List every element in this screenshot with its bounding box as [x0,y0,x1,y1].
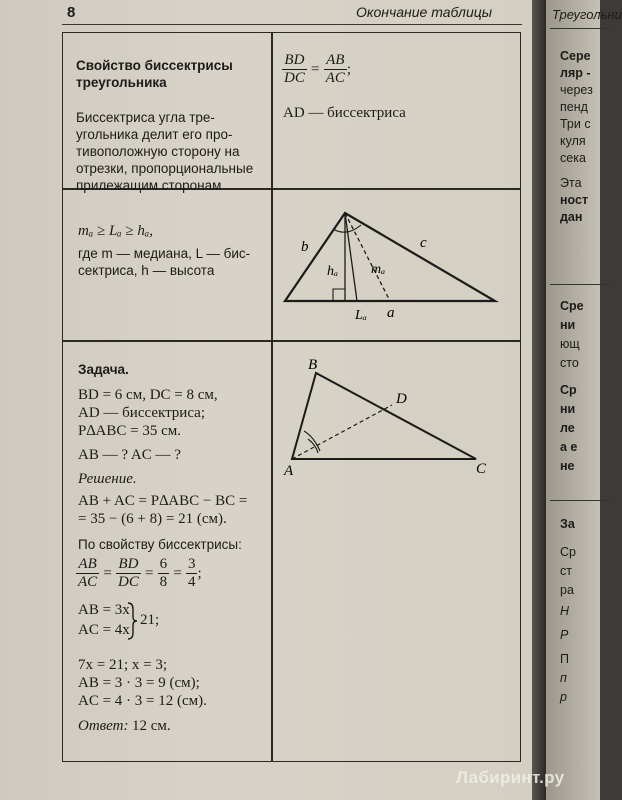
next-line: ни [560,402,576,416]
formula-denominator: AC [78,574,98,590]
formula-numerator: BD [116,556,141,574]
triangle-outline [292,373,476,459]
next-line: За [560,517,575,531]
next-line: дан [560,210,583,224]
formula-denominator: DC [284,70,305,86]
formula-denominator: AC [325,70,345,86]
body-line: угольника делит его про- [76,127,233,142]
height-label: hₐ [327,264,339,279]
bisector-line [345,213,357,301]
next-line: Р [560,628,569,642]
side-label-a: a [387,305,395,321]
next-line: пенд [560,100,588,114]
system-result: 21; [140,612,160,628]
next-line: через [560,83,593,97]
table-column-divider [271,32,273,762]
next-line: Эта [560,176,582,190]
section-heading: треугольника [76,75,167,90]
next-line: ра [560,583,574,597]
body-line: тивоположную сторону на [76,144,240,159]
system-line: AC = 4x [78,622,130,638]
formula-denominator: 4 [187,574,196,590]
page-header-title: Окончание таблицы [356,4,493,20]
bisector-formula [282,52,351,87]
right-angle-mark [333,289,345,301]
side-label-c: c [420,235,427,251]
task-title: Задача. [78,362,129,377]
solution-line: = 35 − (6 + 8) = 21 (см). [78,511,227,527]
formula-numerator: 3 [187,556,196,572]
formula-numerator: AB [76,556,99,574]
system-brace [126,601,138,641]
given-line: P∆ABC = 35 см. [78,423,181,439]
bisector-AD [292,405,392,459]
median-label: mₐ [371,262,386,277]
body-line: сектриса, h — высота [78,263,215,278]
next-line: ст [560,564,572,578]
next-line: ляр - [560,66,591,80]
property-line: По свойству биссектрисы: [78,537,242,552]
calc-line: AC = 4 · 3 = 12 (см). [78,693,207,709]
calc-line: AB = 3 · 3 = 9 (см); [78,675,200,691]
proportion-formula: $\frac{AB}{AC}$ = $\frac{BD}{DC}$ = $\frac{6}{8}$ = $\frac{3}{4}$ ; [78,556,202,590]
solution-line: AB + AC = P∆ABC − BC = [78,493,248,509]
formula-numerator: 6 [159,556,168,572]
table-row-divider [62,340,521,342]
formula-end: ; [346,61,351,78]
calc-line: 7x = 21; x = 3; [78,657,168,673]
next-line: ност [560,193,589,207]
next-line: ле [560,421,575,435]
inequality: mₐ ≥ Lₐ ≥ hₐ, [78,223,154,239]
formula-equals: = [311,61,320,78]
next-line: Три с [560,117,591,131]
next-line: Ср [560,383,577,397]
given-line: AD — биссектриса; [78,405,206,421]
next-line: ющ [560,337,580,351]
formula-denominator: DC [117,574,139,590]
body-line: отрезки, пропорциональные [76,161,254,176]
bisector-note: AD — биссектриса [283,105,406,121]
next-line: П [560,652,569,666]
angle-arc [308,439,318,453]
next-line: a e [560,440,578,454]
next-page-rule [550,284,610,285]
next-line: Сере [560,49,591,63]
vertex-label-b: B [308,357,318,373]
formula-denominator: 8 [159,574,168,590]
answer-label: Ответ: [78,718,129,734]
next-page-tab: Треугольни [552,7,622,22]
formula-end: ; [197,565,202,582]
solution-label: Решение. [78,471,137,487]
next-line: ни [560,318,576,332]
page-number: 8 [67,4,76,21]
body-line: Биссектриса угла тре- [76,110,215,125]
body-line: прилежащим сторонам [76,178,222,193]
triangle-medians-figure [275,195,520,335]
system-line: AB = 3x [78,602,130,618]
task-question: AB — ? AC — ? [78,447,181,463]
next-line: сека [560,151,586,165]
point-label-d: D [396,391,407,407]
next-page-fragment [546,0,622,800]
triangle-outline [285,213,495,301]
next-line: сто [560,356,579,370]
page-gutter [532,0,546,800]
next-page-rule [550,500,610,501]
next-line: Ср [560,545,576,559]
answer-value: 12 см. [132,718,171,734]
next-line: р [560,690,567,704]
next-page-rule [550,28,610,29]
bisector-label: Lₐ [355,308,367,323]
next-line: Н [560,604,570,618]
side-label-b: b [301,239,309,255]
formula-numerator: AB [324,52,347,70]
next-line: куля [560,134,586,148]
watermark: Лабиринт.ру [456,768,565,787]
bisector-task-figure [280,355,515,485]
next-line: п [560,671,567,685]
section-heading: Свойство биссектрисы [76,58,233,73]
header-rule [62,24,522,25]
body-line: где m — медиана, L — бис- [78,246,251,261]
vertex-label-a: A [284,463,294,479]
vertex-label-c: C [476,461,487,477]
formula-numerator: BD [282,52,307,70]
given-line: BD = 6 см, DC = 8 см, [78,387,218,403]
next-line: не [560,459,575,473]
next-line: Сре [560,299,584,313]
